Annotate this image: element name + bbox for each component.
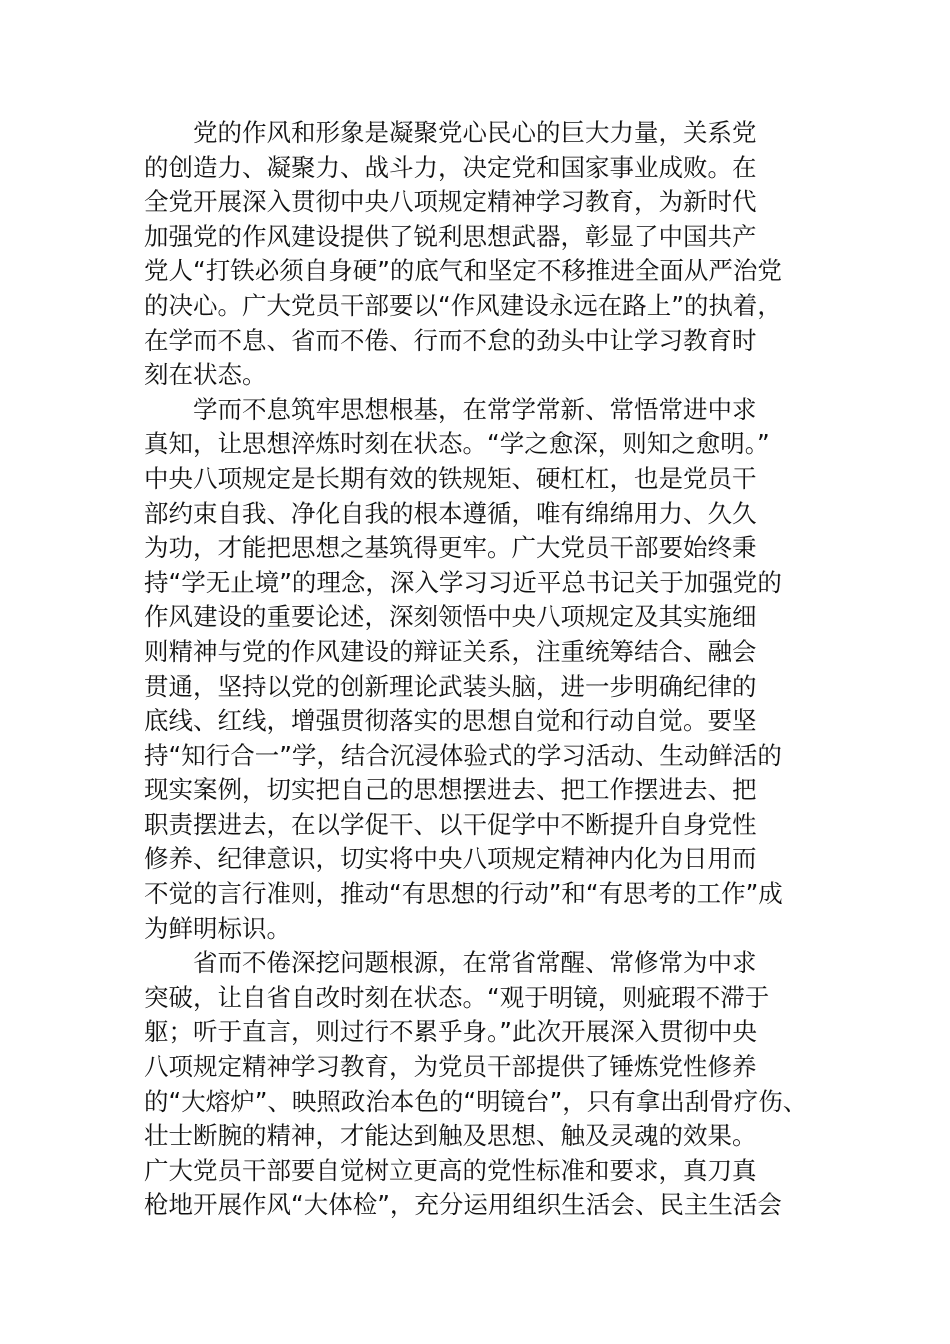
- text-line: 的“大熔炉”、映照政治本色的“明镜台”，只有拿出刮骨疗伤、: [144, 1086, 808, 1116]
- text-line: 在学而不息、省而不倦、行而不怠的劲头中让学习教育时: [144, 325, 757, 355]
- text-line: 部约束自我、净化自我的根本遵循，唯有绵绵用力、久久: [144, 498, 757, 528]
- text-line: 持“知行合一”学，结合沉浸体验式的学习活动、生动鲜活的: [144, 740, 782, 770]
- text-line: 省而不倦深挖问题根源，在常省常醒、常修常为中求: [193, 948, 757, 978]
- text-line: 八项规定精神学习教育，为党员干部提供了锤炼党性修养: [144, 1052, 757, 1082]
- text-line: 学而不息筑牢思想根基，在常学常新、常悟常进中求: [193, 394, 757, 424]
- text-line: 的创造力、凝聚力、战斗力，决定党和国家事业成败。在: [144, 152, 757, 182]
- text-line: 党的作风和形象是凝聚党心民心的巨大力量，关系党: [193, 118, 757, 147]
- text-line: 中央八项规定是长期有效的铁规矩、硬杠杠，也是党员干: [144, 463, 757, 493]
- paragraph-2: [144, 393, 810, 947]
- text-line: 全党开展深入贯彻中央八项规定精神学习教育，为新时代: [144, 187, 757, 217]
- text-line: 为功，才能把思想之基筑得更牢。广大党员干部要始终秉: [144, 533, 757, 563]
- paragraph-1: [144, 116, 810, 393]
- text-line: 为鲜明标识。: [144, 913, 291, 943]
- text-line: 职责摆进去，在以学促干、以干促学中不断提升自身党性: [144, 809, 757, 839]
- text-line: 躯；听于直言，则过行不累乎身。”此次开展深入贯彻中央: [144, 1017, 757, 1047]
- text-line: 刻在状态。: [144, 360, 267, 390]
- text-line: 广大党员干部要自觉树立更高的党性标准和要求，真刀真: [144, 1155, 757, 1185]
- text-line: 突破，让自省自改时刻在状态。“观于明镜，则疵瑕不滞于: [144, 982, 770, 1012]
- text-line: 底线、红线，增强贯彻落实的思想自觉和行动自觉。要坚: [144, 706, 757, 736]
- text-line: 枪地开展作风“大体检”，充分运用组织生活会、民主生活会: [144, 1190, 782, 1220]
- text-line: 则精神与党的作风建设的辩证关系，注重统筹结合、融会: [144, 636, 757, 666]
- text-line: 现实案例，切实把自己的思想摆进去、把工作摆进去、把: [144, 775, 757, 805]
- document-body: [144, 116, 810, 1223]
- text-line: 真知，让思想淬炼时刻在状态。“学之愈深，则知之愈明。”: [144, 429, 770, 459]
- paragraph-3: [144, 946, 810, 1223]
- text-line: 不觉的言行准则，推动“有思想的行动”和“有思考的工作”成: [144, 879, 783, 909]
- text-line: 作风建设的重要论述，深刻领悟中央八项规定及其实施细: [144, 602, 757, 632]
- text-line: 党人“打铁必须自身硬”的底气和坚定不移推进全面从严治党: [144, 256, 782, 286]
- text-line: 加强党的作风建设提供了锐利思想武器，彰显了中国共产: [144, 221, 757, 251]
- text-line: 贯通，坚持以党的创新理论武装头脑，进一步明确纪律的: [144, 671, 757, 701]
- text-line: 修养、纪律意识，切实将中央八项规定精神内化为日用而: [144, 844, 757, 874]
- text-line: 壮士断腕的精神，才能达到触及思想、触及灵魂的效果。: [144, 1121, 757, 1151]
- text-line: 持“学无止境”的理念，深入学习习近平总书记关于加强党的: [144, 567, 782, 597]
- text-line: 的决心。广大党员干部要以“作风建设永远在路上”的执着，: [144, 290, 782, 320]
